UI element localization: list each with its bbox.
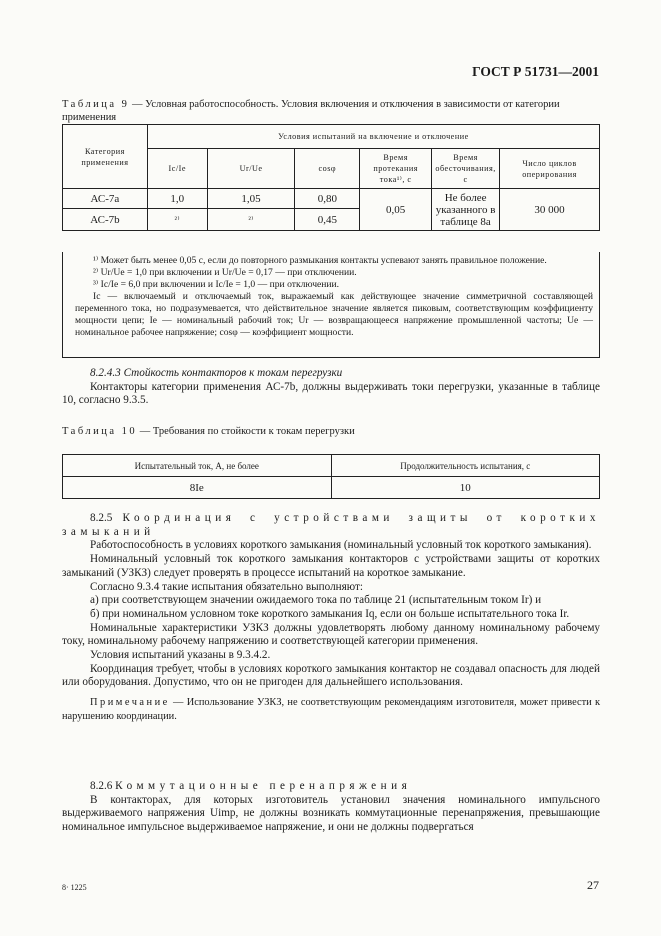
section-title: Коммутационные перенапряжения (115, 780, 412, 792)
section-8-2-6 (62, 780, 600, 835)
table9-notes (62, 252, 600, 358)
footer-code: 8· 1225 (62, 883, 87, 892)
row-ic: ²⁾ (147, 209, 207, 231)
row-ur: 1,05 (207, 189, 295, 209)
col-time-flow-header: Время протекания тока¹⁾, с (360, 149, 432, 189)
paragraph: Работоспособность в условиях короткого замыкания (номинальный условный ток короткого замыкания). (90, 539, 592, 552)
note-label: Примечание (90, 697, 170, 709)
col-cos-header: cosφ (295, 149, 360, 189)
row-category: АС-7а (63, 189, 148, 209)
table-row (63, 189, 600, 209)
paragraph: Координация требует, чтобы в условиях короткого замыкания контактор не создавал опасность для людей или оборудования. Допустимо, что он не пригоден для дальнейшего использования. (62, 662, 600, 689)
table9-note: ²⁾ Ur/Ue = 1,0 при включении и Ur/Ue = 0,17 — при отключении. (93, 267, 357, 278)
row-cos: 0,80 (295, 189, 360, 209)
document-header: ГОСТ Р 51731—2001 (472, 64, 599, 79)
table10-caption (62, 425, 600, 438)
table9 (62, 124, 600, 231)
table-row (63, 477, 600, 499)
table10 (62, 454, 600, 499)
col-ic-header: Ic/Ie (147, 149, 207, 189)
table9-note: ³⁾ Ic/Ie = 6,0 при включении и Ic/Ie = 1,0 — при отключении. (93, 279, 340, 290)
paragraph: а) при соответствующем значении ожидаемого тока по таблице 21 (испытательным током Ir) и (90, 594, 542, 607)
table9-caption (62, 98, 600, 124)
paragraph: б) при номинальном условном токе короткого замыкания Iq, если он больше испытательного тока Ir. (90, 607, 570, 620)
row-cos: 0,45 (295, 209, 360, 231)
note-text: — Использование УЗКЗ, не соответствующим рекомендациям изготовителя, может привести к нарушению координации. (62, 697, 600, 722)
table9-note: Ic — включаемый и отключаемый ток, выражаемый как действующее значение симметричной составляющей переменного тока, но подразумевается, что действительное значение является пиковым, соответствующим коэффициенту мощности цепи; Ie — номинальный рабочий ток; Ur — возвращающееся напряжение промышленной частоты; Ue — номинальное рабочее напряжение; cosφ — коэффициент мощности. (75, 291, 593, 338)
note (62, 696, 600, 723)
row-ic: 1,0 (147, 189, 207, 209)
col-current-header: Испытательный ток, А, не более (63, 455, 332, 477)
paragraph: Условия испытаний указаны в 9.3.4.2. (90, 649, 271, 662)
group-header: Условия испытаний на включение и отключение (147, 125, 599, 149)
page-number: 27 (587, 878, 599, 892)
shared-cycles: 30 000 (500, 189, 600, 231)
section-number: 8.2.6 (90, 780, 113, 792)
paragraph: Контакторы категории применения АС-7b, должны выдерживать токи перегрузки, указанные в таблице 10, согласно 9.3.5. (62, 380, 600, 407)
table9-note: ¹⁾ Может быть менее 0,05 с, если до повторного размыкания контакты успевают занять правильное положение. (93, 255, 547, 266)
row-ur: ²⁾ (207, 209, 295, 231)
shared-time-off: Не более указанного в таблице 8а (432, 189, 500, 231)
table9-caption-label: Таблица 9 (62, 99, 130, 110)
paragraph: Согласно 9.3.4 такие испытания обязательно выполняют: (90, 580, 363, 593)
col-duration-header: Продолжительность испытания, с (331, 455, 600, 477)
col-ur-header: Ur/Ue (207, 149, 295, 189)
section-title: 8.2.4.3 Стойкость контакторов к токам перегрузки (90, 367, 343, 379)
section-number: 8.2.5 (90, 512, 113, 524)
value-current: 8Ie (63, 477, 332, 499)
table10-caption-label: Таблица 10 (62, 426, 138, 437)
shared-time-flow: 0,05 (360, 189, 432, 231)
table10-caption-text: — Требования по стойкости к токам перегрузки (139, 426, 355, 437)
paragraph: Номинальные характеристики УЗКЗ должны удовлетворять любому данному номинальному рабочему току, номинальному рабочему напряжению и соответствующей категории применения. (62, 621, 600, 648)
col-cycles-header: Число циклов оперирования (500, 149, 600, 189)
col-time-off-header: Время обесточивания, с (432, 149, 500, 189)
col-category-header: Категория применения (63, 125, 148, 189)
section-8-2-4-3 (62, 367, 600, 408)
row-category: АС-7b (63, 209, 148, 231)
paragraph: Номинальный условный ток короткого замыкания контакторов с устройствами защиты от коротких замыканий (УЗКЗ) следует проверять в процессе испытаний на короткое замыкание. (62, 553, 600, 579)
value-duration: 10 (331, 477, 600, 499)
paragraph: В контакторах, для которых изготовитель установил значения номинального импульсного выдерживаемого напряжения Uimp, не должны возникать коммутационные перенапряжения, превышающие номинальное импульсное выдерживаемое напряжение, и они не должны подвергаться (62, 793, 600, 834)
section-8-2-5 (62, 512, 600, 724)
table9-caption-text: — Условная работоспособность. Условия включения и отключения в зависимости от категории применения (62, 99, 560, 123)
section-title: Координация с устройствами защиты от коротких замыканий (62, 512, 601, 538)
